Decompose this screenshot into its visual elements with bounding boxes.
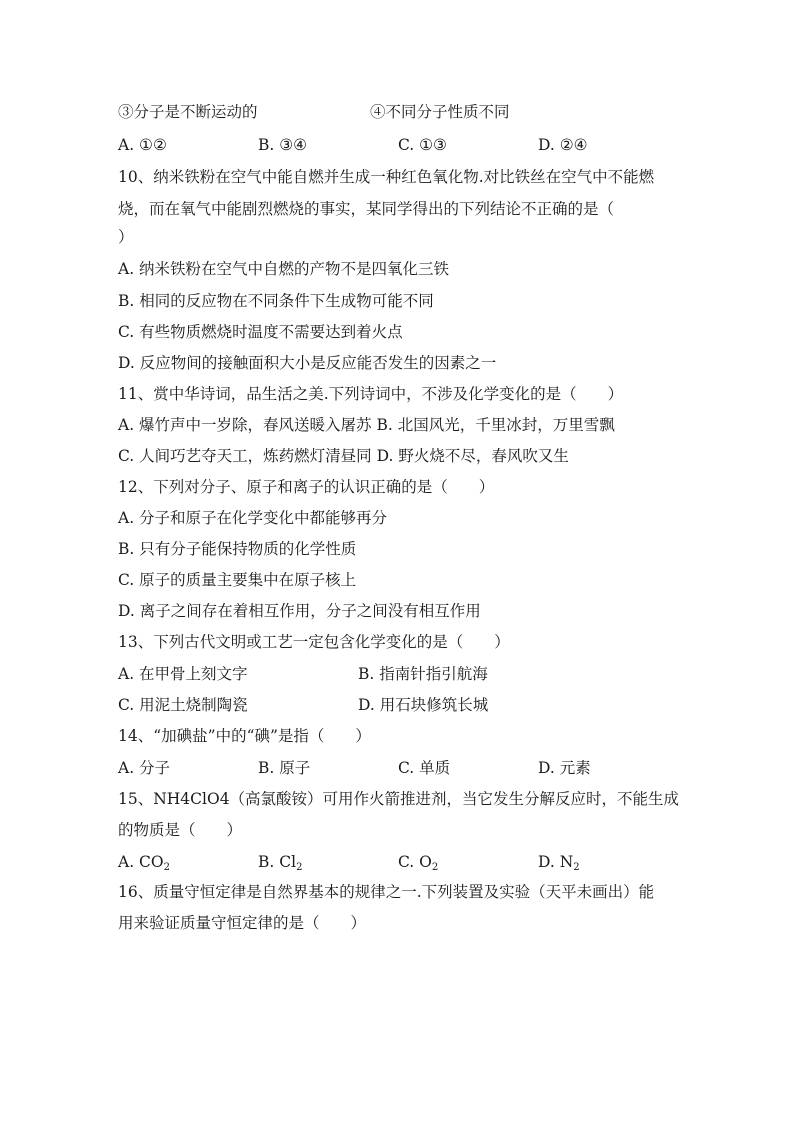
q14-option-a: A. 分子 (118, 759, 171, 777)
q12-option-c: C. 原子的质量主要集中在原子核上 (118, 571, 357, 589)
q10-stem-line1: 10、纳米铁粉在空气中能自燃并生成一种红色氧化物.对比铁丝在空气中不能燃 (118, 168, 655, 186)
q15-option-b (258, 852, 302, 878)
q10-option-a: A. 纳米铁粉在空气中自燃的产物不是四氧化三铁 (118, 260, 450, 278)
q15-option-d (538, 852, 580, 878)
option-d: D. ②④ (538, 136, 588, 154)
q13-option-c: C. 用泥土烧制陶瓷 (118, 696, 248, 714)
q15-stem-line2: 的物质是（ ） (118, 821, 243, 839)
q13-stem: 13、下列古代文明或工艺一定包含化学变化的是（ ） (118, 633, 510, 651)
subscript: 2 (296, 862, 303, 873)
option-a: A. ①② (118, 136, 167, 154)
q15-option-c-label: C. O (398, 853, 432, 871)
q12-option-b: B. 只有分子能保持物质的化学性质 (118, 540, 357, 558)
q16-stem-line2: 用来验证质量守恒定律的是（ ） (118, 914, 367, 932)
q10-stem-line3: ） (118, 228, 134, 246)
q10-stem-line2: 烧，而在氧气中能剧烈燃烧的事实，某同学得出的下列结论不正确的是（ (118, 200, 615, 218)
q11-stem: 11、赏中华诗词，品生活之美.下列诗词中，不涉及化学变化的是（ ） (118, 385, 624, 403)
q16-stem-line1: 16、质量守恒定律是自然界基本的规律之一.下列装置及实验（天平未画出）能 (118, 883, 655, 901)
q12-stem: 12、下列对分子、原子和离子的认识正确的是（ ） (118, 478, 495, 496)
q14-option-c: C. 单质 (398, 759, 451, 777)
q11-options-ab: A. 爆竹声中一岁除，春风送暖入屠苏 B. 北国风光，千里冰封，万里雪飘 (118, 416, 615, 434)
q11-options-cd: C. 人间巧艺夺天工，炼药燃灯清昼同 D. 野火烧不尽，春风吹又生 (118, 447, 569, 465)
statement-4: ④不同分子性质不同 (370, 103, 510, 121)
statement-3: ③分子是不断运动的 (118, 103, 258, 121)
q15-option-c (398, 852, 438, 878)
q10-option-b: B. 相同的反应物在不同条件下生成物可能不同 (118, 292, 434, 310)
q12-option-d: D. 离子之间存在着相互作用，分子之间没有相互作用 (118, 602, 481, 620)
q10-option-d: D. 反应物间的接触面积大小是反应能否发生的因素之一 (118, 354, 497, 372)
q14-option-b: B. 原子 (258, 759, 311, 777)
q15-stem-line1: 15、NH4ClO4（高氯酸铵）可用作火箭推进剂，当它发生分解反应时，不能生成 (118, 790, 680, 808)
subscript: 2 (163, 862, 170, 873)
q13-option-a: A. 在甲骨上刻文字 (118, 665, 248, 683)
q12-option-a: A. 分子和原子在化学变化中都能够再分 (118, 509, 388, 527)
q15-option-a-label: A. CO (118, 853, 164, 871)
q13-option-d: D. 用石块修筑长城 (358, 696, 489, 714)
q14-option-d: D. 元素 (538, 759, 591, 777)
option-c: C. ①③ (398, 136, 447, 154)
q14-stem: 14、“加碘盐”中的“碘”是指（ ） (118, 727, 371, 745)
subscript: 2 (431, 862, 439, 873)
q15-option-a (118, 852, 170, 878)
q13-option-b: B. 指南针指引航海 (358, 665, 488, 683)
q15-option-d-label: D. N (538, 853, 574, 871)
q10-option-c: C. 有些物质燃烧时温度不需要达到着火点 (118, 323, 403, 341)
subscript: 2 (573, 862, 580, 873)
option-b: B. ③④ (258, 136, 308, 154)
q15-option-b-label: B. Cl (258, 853, 297, 871)
